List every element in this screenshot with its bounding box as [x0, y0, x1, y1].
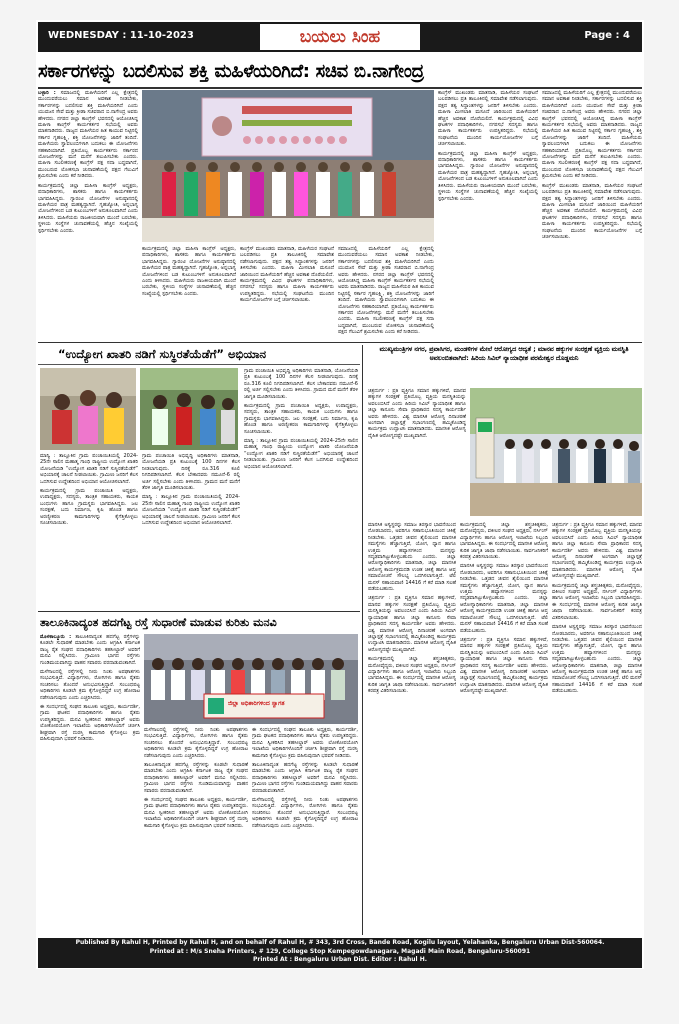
- right-text-4b: ಕಾರ್ಯಕ್ರಮದಲ್ಲಿ ಜಿಲ್ಲಾ ಶಸ್ತ್ರಚಿಕಿತ್ಸಕರು, ಮನೋವೈದ್ಯರು, ವಕೀಲರ ಸಂಘದ ಅಧ್ಯಕ್ಷರು, ನರ್ಸಿಂಗ್ ವಿದ್ಯಾರ್ಥಿಗಳು ಹಾಗೂ ಆರೋಗ್ಯ ಇಲಾಖೆಯ ಸಿಬ್ಬಂದಿ ಭಾಗವಹಿಸಿದ್ದರು. ಈ ಸಂದರ್ಭದಲ್ಲಿ ಮಾನಸಿಕ ಆರೋಗ್ಯ ಕುರಿತ ಜಾಗೃತಿ ಜಾಥಾ ನಡೆಸಲಾಯಿತು. ಸಾರ್ವಜನಿಕರಿಗೆ ಕರಪತ್ರ ವಿತರಿಸಲಾಯಿತು.: [552, 582, 642, 621]
- imprint-line-3: Printed At : Bengaluru Urban Dist. Editor : Rahul H.: [252, 956, 427, 963]
- lead-column-5: [438, 90, 538, 338]
- right-column-4: [552, 522, 642, 934]
- lead-text-3: ಕಾಂಗ್ರೆಸ್ ಮುಖಂಡರು ಮಾತನಾಡಿ, ಮಹಿಳೆಯರ ಸಂಘಟನೆ ಬಲಪಡಿಸಲು ಪ್ರತಿ ತಾಲೂಕಿನಲ್ಲಿ ಸಮಾವೇಶ ನಡೆಸಲಾಗುವುದು. ಪಕ್ಷದ ತತ್ವ ಸಿದ್ಧಾಂತಗಳನ್ನು ಜನರಿಗೆ ತಿಳಿಸಬೇಕು ಎಂದರು. ಮಹಿಳಾ ಮೀಸಲಾತಿ ಮಸೂದೆ ಜಾರಿಯಿಂದ ಮಹಿಳೆಯರಿಗೆ ಹೆಚ್ಚಿನ ಅವಕಾಶ ದೊರೆಯಲಿದೆ. ಕಾರ್ಯಕ್ರಮದಲ್ಲಿ ವಿವಿಧ ಘಟಕಗಳ ಪದಾಧಿಕಾರಿಗಳು, ನಗರಸಭೆ ಸದಸ್ಯರು ಹಾಗೂ ಮಹಿಳಾ ಕಾರ್ಯಕರ್ತರು ಉಪಸ್ಥಿತರಿದ್ದರು. ಸಭೆಯಲ್ಲಿ ಸಂಘಟನೆಯ ಮುಂದಿನ ಕಾರ್ಯಯೋಜನೆಗಳ ಬಗ್ಗೆ ಚರ್ಚಿಸಲಾಯಿತು.: [240, 246, 334, 304]
- right-column-3: [460, 522, 548, 934]
- third-text-1c: ಈ ಸಂದರ್ಭದಲ್ಲಿ ಸಂಘದ ತಾಲೂಕು ಅಧ್ಯಕ್ಷರು, ಕಾರ್ಯದರ್ಶಿ, ಗ್ರಾಮ ಘಟಕದ ಪದಾಧಿಕಾರಿಗಳು ಹಾಗೂ ರೈತರು ಉಪಸ್ಥಿತರಿದ್ದರು. ಮನವಿ ಸ್ವೀಕರಿಸಿದ ತಹಸೀಲ್ದಾರ್ ಅವರು ಲೋಕೋಪಯೋಗಿ ಇಲಾಖೆಯ ಅಧಿಕಾರಿಗಳೊಂದಿಗೆ ಚರ್ಚಿಸಿ ಶೀಘ್ರವಾಗಿ ರಸ್ತೆ ದುರಸ್ತಿ ಕಾಮಗಾರಿ ಕೈಗೊಳ್ಳಲು ಕ್ರಮ ವಹಿಸುವುದಾಗಿ ಭರವಸೆ ನೀಡಿದರು.: [40, 704, 140, 743]
- lead-column-1: [38, 90, 138, 338]
- third-headline: ತಾಲೂಕಿನಾದ್ಯಂತ ಹದಗೆಟ್ಟ ರಸ್ತೆ ಸುಧಾರಣೆ ಮಾಡುವ ಕುರಿತು ಮನವಿ: [40, 616, 277, 629]
- lead-text-6b: ಕಾಂಗ್ರೆಸ್ ಮುಖಂಡರು ಮಾತನಾಡಿ, ಮಹಿಳೆಯರ ಸಂಘಟನೆ ಬಲಪಡಿಸಲು ಪ್ರತಿ ತಾಲೂಕಿನಲ್ಲಿ ಸಮಾವೇಶ ನಡೆಸಲಾಗುವುದು. ಪಕ್ಷದ ತತ್ವ ಸಿದ್ಧಾಂತಗಳನ್ನು ಜನರಿಗೆ ತಿಳಿಸಬೇಕು ಎಂದರು. ಮಹಿಳಾ ಮೀಸಲಾತಿ ಮಸೂದೆ ಜಾರಿಯಿಂದ ಮಹಿಳೆಯರಿಗೆ ಹೆಚ್ಚಿನ ಅವಕಾಶ ದೊರೆಯಲಿದೆ. ಕಾರ್ಯಕ್ರಮದಲ್ಲಿ ವಿವಿಧ ಘಟಕಗಳ ಪದಾಧಿಕಾರಿಗಳು, ನಗರಸಭೆ ಸದಸ್ಯರು ಹಾಗೂ ಮಹಿಳಾ ಕಾರ್ಯಕರ್ತರು ಉಪಸ್ಥಿತರಿದ್ದರು. ಸಭೆಯಲ್ಲಿ ಸಂಘಟನೆಯ ಮುಂದಿನ ಕಾರ್ಯಯೋಜನೆಗಳ ಬಗ್ಗೆ ಚರ್ಚಿಸಲಾಯಿತು.: [542, 182, 642, 240]
- lead-column-6: [542, 90, 642, 338]
- third-column-3: [252, 727, 358, 934]
- third-text-3b: ತಾಲೂಕಿನಾದ್ಯಂತ ಹದಗೆಟ್ಟ ರಸ್ತೆಗಳನ್ನು ಕೂಡಲೇ ಸುಧಾರಣೆ ಮಾಡಬೇಕು ಎಂದು ಆಗ್ರಹಿಸಿ ಕರ್ನಾಟಕ ರಾಜ್ಯ ರೈತ ಸಂಘದ ಪದಾಧಿಕಾರಿಗಳು ತಹಸೀಲ್ದಾರ್ ಅವರಿಗೆ ಮನವಿ ಸಲ್ಲಿಸಿದರು. ಗ್ರಾಮೀಣ ಭಾಗದ ರಸ್ತೆಗಳು ಗುಂಡಿಮಯವಾಗಿದ್ದು ವಾಹನ ಸವಾರರು ಪರದಾಡುವಂತಾಗಿದೆ.: [252, 762, 358, 794]
- lead-text-6: ಸಮಾಜದಲ್ಲಿ ಮಹಿಳೆಯರಿಗೆ ಎಲ್ಲ ಕ್ಷೇತ್ರದಲ್ಲಿ ಮುಂದುವರೆಯಲು ಸಮಾನ ಅವಕಾಶ ನೀಡಬೇಕು, ಸರ್ಕಾರಗಳನ್ನು ಬದಲಿಸುವ ಶಕ್ತಿ ಮಹಿಳೆಯರಿಗಿದೆ ಎಂದು ಯುವಜನ ಸೇವೆ ಮತ್ತು ಕ್ರೀಡಾ ಸಚಿವರಾದ ಬಿ.ನಾಗೇಂದ್ರ ಅವರು ಹೇಳಿದರು. ನಗರದ ಜಿಲ್ಲಾ ಕಾಂಗ್ರೆಸ್ ಭವನದಲ್ಲಿ ಆಯೋಜಿಸಿದ್ದ ಮಹಿಳಾ ಕಾಂಗ್ರೆಸ್ ಕಾರ್ಯಕರ್ತರ ಸಭೆಯಲ್ಲಿ ಅವರು ಮಾತನಾಡಿದರು. ರಾಜ್ಯದ ಮಹಿಳೆಯರ ಹಿತ ಕಾಯುವ ನಿಟ್ಟಿನಲ್ಲಿ ಸರ್ಕಾರ ಗೃಹಲಕ್ಷ್ಮಿ, ಶಕ್ತಿ ಯೋಜನೆಗಳನ್ನು ಜಾರಿಗೆ ತಂದಿದೆ. ಮಹಿಳೆಯರು ಸ್ವಾವಲಂಬಿಗಳಾಗಿ ಬದುಕಲು ಈ ಯೋಜನೆಗಳು ಸಹಕಾರಿಯಾಗಿವೆ. ಪ್ರತಿಯೊಬ್ಬ ಕಾರ್ಯಕರ್ತರು ಸರ್ಕಾರದ ಯೋಜನೆಗಳನ್ನು ಮನೆ ಮನೆಗೆ ತಲುಪಿಸಬೇಕು ಎಂದರು. ಮಹಿಳಾ ಸಬಲೀಕರಣಕ್ಕೆ ಕಾಂಗ್ರೆಸ್ ಪಕ್ಷ ಸದಾ ಬದ್ಧವಾಗಿದೆ, ಮುಂಬರುವ ಲೋಕಸಭಾ ಚುನಾವಣೆಯಲ್ಲಿ ಪಕ್ಷದ ಗೆಲುವಿಗೆ ಶ್ರಮಿಸಬೇಕು ಎಂದು ಕರೆ ನೀಡಿದರು.: [542, 90, 642, 180]
- second-text-2: ಗ್ರಾಮ ಪಂಚಾಯಿತಿ ಅಭಿವೃದ್ಧಿ ಅಧಿಕಾರಿಗಳು ಮಾತನಾಡಿ, ಯೋಜನೆಯಡಿ ಪ್ರತಿ ಕುಟುಂಬಕ್ಕೆ 100 ದಿನಗಳ ಕೆಲಸ ನೀಡಲಾಗುವುದು. ದಿನಕ್ಕೆ ರೂ.316 ಕೂಲಿ ನಿಗದಿಪಡಿಸಲಾಗಿದೆ. ಕೆಲಸ ಬೇಕಾದವರು ನಮೂನೆ-6 ರಲ್ಲಿ ಅರ್ಜಿ ಸಲ್ಲಿಸಬೇಕು ಎಂದು ತಿಳಿಸಿದರು. ಗ್ರಾಮದ ಮನೆ ಮನೆಗೆ ತೆರಳಿ ಜಾಗೃತಿ ಮೂಡಿಸಲಾಯಿತು.: [142, 453, 240, 492]
- divider: [38, 364, 360, 365]
- right-text-3c: ಚಿತ್ರದುರ್ಗ : ಪ್ರತಿ ವ್ಯಕ್ತಿಗೂ ಸಮಾನ ಹಕ್ಕುಗಳಿವೆ, ಮಾನವ ಹಕ್ಕುಗಳ ಸಂರಕ್ಷಣೆ ಪ್ರತಿಯೊಬ್ಬ ವ್ಯಕ್ತಿಯ ಮನಸ್ಥಿತಿಯನ್ನು ಅವಲಂಬಿಸಿದೆ ಎಂದು ಹಿರಿಯ ಸಿವಿಲ್ ನ್ಯಾಯಾಧೀಶ ಹಾಗೂ ಜಿಲ್ಲಾ ಕಾನೂನು ಸೇವಾ ಪ್ರಾಧಿಕಾರದ ಸದಸ್ಯ ಕಾರ್ಯದರ್ಶಿ ಅವರು ಹೇಳಿದರು. ವಿಶ್ವ ಮಾನಸಿಕ ಆರೋಗ್ಯ ದಿನಾಚರಣೆ ಅಂಗವಾಗಿ ಜಿಲ್ಲಾಸ್ಪತ್ರೆ ಸಭಾಂಗಣದಲ್ಲಿ ಹಮ್ಮಿಕೊಂಡಿದ್ದ ಕಾರ್ಯಕ್ರಮ ಉದ್ಘಾಟಿಸಿ ಮಾತನಾಡಿದರು. ಮಾನಸಿಕ ಆರೋಗ್ಯ ದೈಹಿಕ ಆರೋಗ್ಯದಷ್ಟೇ ಮುಖ್ಯವಾಗಿದೆ.: [460, 636, 548, 695]
- third-text-3c: ಮಳೆಗಾಲದಲ್ಲಿ ರಸ್ತೆಗಳಲ್ಲಿ ನೀರು ನಿಂತು ಅಪಘಾತಗಳು ಸಂಭವಿಸುತ್ತಿವೆ. ವಿದ್ಯಾರ್ಥಿಗಳು, ರೋಗಿಗಳು ಹಾಗೂ ರೈತರು ಸಂಚರಿಸಲು ತೊಂದರೆ ಅನುಭವಿಸುತ್ತಿದ್ದಾರೆ. ಸಂಬಂಧಪಟ್ಟ ಅಧಿಕಾರಿಗಳು ಕೂಡಲೇ ಕ್ರಮ ಕೈಗೊಳ್ಳದಿದ್ದರೆ ಉಗ್ರ ಹೋರಾಟ ನಡೆಸಲಾಗುವುದು ಎಂದು ಎಚ್ಚರಿಸಿದರು.: [252, 797, 358, 829]
- second-text-3c: ಮಾನ್ವಿ : ತಾಲ್ಲೂಕಿನ ಗ್ರಾಮ ಪಂಚಾಯಿತಿಯಲ್ಲಿ 2024-25ನೇ ಸಾಲಿನ ಮಹಾತ್ಮ ಗಾಂಧಿ ರಾಷ್ಟ್ರೀಯ ಉದ್ಯೋಗ ಖಾತರಿ ಯೋಜನೆಯಡಿ “ಉದ್ಯೋಗ ಖಾತರಿ ನಡಿಗೆ ಸುಸ್ಥಿರತೆಯೆಡೆಗೆ” ಅಭಿಯಾನಕ್ಕೆ ಚಾಲನೆ ನೀಡಲಾಯಿತು. ಗ್ರಾಮೀಣ ಜನರಿಗೆ ಕೆಲಸ ಒದಗಿಸುವ ಉದ್ದೇಶದಿಂದ ಅಭಿಯಾನ ಆಯೋಜಿಸಲಾಗಿದೆ.: [244, 438, 358, 470]
- third-text-2: ಮಳೆಗಾಲದಲ್ಲಿ ರಸ್ತೆಗಳಲ್ಲಿ ನೀರು ನಿಂತು ಅಪಘಾತಗಳು ಸಂಭವಿಸುತ್ತಿವೆ. ವಿದ್ಯಾರ್ಥಿಗಳು, ರೋಗಿಗಳು ಹಾಗೂ ರೈತರು ಸಂಚರಿಸಲು ತೊಂದರೆ ಅನುಭವಿಸುತ್ತಿದ್ದಾರೆ. ಸಂಬಂಧಪಟ್ಟ ಅಧಿಕಾರಿಗಳು ಕೂಡಲೇ ಕ್ರಮ ಕೈಗೊಳ್ಳದಿದ್ದರೆ ಉಗ್ರ ಹೋರಾಟ ನಡೆಸಲಾಗುವುದು ಎಂದು ಎಚ್ಚರಿಸಿದರು.: [144, 727, 248, 759]
- third-column-1: [40, 634, 140, 934]
- lead-text-1b: ಕಾರ್ಯಕ್ರಮದಲ್ಲಿ ಜಿಲ್ಲಾ ಮಹಿಳಾ ಕಾಂಗ್ರೆಸ್ ಅಧ್ಯಕ್ಷರು, ಪದಾಧಿಕಾರಿಗಳು, ಶಾಸಕರು ಹಾಗೂ ಕಾರ್ಯಕರ್ತರು ಭಾಗವಹಿಸಿದ್ದರು. ಗ್ಯಾರಂಟಿ ಯೋಜನೆಗಳ ಅನುಷ್ಠಾನದಲ್ಲಿ ಮಹಿಳೆಯರ ಪಾತ್ರ ಮಹತ್ವದ್ದಾಗಿದೆ. ಗೃಹಜ್ಯೋತಿ, ಅನ್ನಭಾಗ್ಯ ಯೋಜನೆಗಳಿಂದ ಬಡ ಕುಟುಂಬಗಳಿಗೆ ಅನುಕೂಲವಾಗಿದೆ ಎಂದು ತಿಳಿಸಿದರು. ಮಹಿಳೆಯರು ರಾಜಕೀಯವಾಗಿ ಮುಂದೆ ಬರಬೇಕು, ಸ್ಥಳೀಯ ಸಂಸ್ಥೆಗಳ ಚುನಾವಣೆಯಲ್ಲಿ ಹೆಚ್ಚಿನ ಸಂಖ್ಯೆಯಲ್ಲಿ ಸ್ಪರ್ಧಿಸಬೇಕು ಎಂದರು.: [38, 182, 138, 234]
- lead-text-5b: ಕಾರ್ಯಕ್ರಮದಲ್ಲಿ ಜಿಲ್ಲಾ ಮಹಿಳಾ ಕಾಂಗ್ರೆಸ್ ಅಧ್ಯಕ್ಷರು, ಪದಾಧಿಕಾರಿಗಳು, ಶಾಸಕರು ಹಾಗೂ ಕಾರ್ಯಕರ್ತರು ಭಾಗವಹಿಸಿದ್ದರು. ಗ್ಯಾರಂಟಿ ಯೋಜನೆಗಳ ಅನುಷ್ಠಾನದಲ್ಲಿ ಮಹಿಳೆಯರ ಪಾತ್ರ ಮಹತ್ವದ್ದಾಗಿದೆ. ಗೃಹಜ್ಯೋತಿ, ಅನ್ನಭಾಗ್ಯ ಯೋಜನೆಗಳಿಂದ ಬಡ ಕುಟುಂಬಗಳಿಗೆ ಅನುಕೂಲವಾಗಿದೆ ಎಂದು ತಿಳಿಸಿದರು. ಮಹಿಳೆಯರು ರಾಜಕೀಯವಾಗಿ ಮುಂದೆ ಬರಬೇಕು, ಸ್ಥಳೀಯ ಸಂಸ್ಥೆಗಳ ಚುನಾವಣೆಯಲ್ಲಿ ಹೆಚ್ಚಿನ ಸಂಖ್ಯೆಯಲ್ಲಿ ಸ್ಪರ್ಧಿಸಬೇಕು ಎಂದರು.: [438, 150, 538, 202]
- third-text-1b: ಮಳೆಗಾಲದಲ್ಲಿ ರಸ್ತೆಗಳಲ್ಲಿ ನೀರು ನಿಂತು ಅಪಘಾತಗಳು ಸಂಭವಿಸುತ್ತಿವೆ. ವಿದ್ಯಾರ್ಥಿಗಳು, ರೋಗಿಗಳು ಹಾಗೂ ರೈತರು ಸಂಚರಿಸಲು ತೊಂದರೆ ಅನುಭವಿಸುತ್ತಿದ್ದಾರೆ. ಸಂಬಂಧಪಟ್ಟ ಅಧಿಕಾರಿಗಳು ಕೂಡಲೇ ಕ್ರಮ ಕೈಗೊಳ್ಳದಿದ್ದರೆ ಉಗ್ರ ಹೋರಾಟ ನಡೆಸಲಾಗುವುದು ಎಂದು ಎಚ್ಚರಿಸಿದರು.: [40, 669, 140, 701]
- right-text-2c: ಕಾರ್ಯಕ್ರಮದಲ್ಲಿ ಜಿಲ್ಲಾ ಶಸ್ತ್ರಚಿಕಿತ್ಸಕರು, ಮನೋವೈದ್ಯರು, ವಕೀಲರ ಸಂಘದ ಅಧ್ಯಕ್ಷರು, ನರ್ಸಿಂಗ್ ವಿದ್ಯಾರ್ಥಿಗಳು ಹಾಗೂ ಆರೋಗ್ಯ ಇಲಾಖೆಯ ಸಿಬ್ಬಂದಿ ಭಾಗವಹಿಸಿದ್ದರು. ಈ ಸಂದರ್ಭದಲ್ಲಿ ಮಾನಸಿಕ ಆರೋಗ್ಯ ಕುರಿತ ಜಾಗೃತಿ ಜಾಥಾ ನಡೆಸಲಾಯಿತು. ಸಾರ್ವಜನಿಕರಿಗೆ ಕರಪತ್ರ ವಿತರಿಸಲಾಯಿತು.: [368, 656, 456, 695]
- right-text-2b: ಚಿತ್ರದುರ್ಗ : ಪ್ರತಿ ವ್ಯಕ್ತಿಗೂ ಸಮಾನ ಹಕ್ಕುಗಳಿವೆ, ಮಾನವ ಹಕ್ಕುಗಳ ಸಂರಕ್ಷಣೆ ಪ್ರತಿಯೊಬ್ಬ ವ್ಯಕ್ತಿಯ ಮನಸ್ಥಿತಿಯನ್ನು ಅವಲಂಬಿಸಿದೆ ಎಂದು ಹಿರಿಯ ಸಿವಿಲ್ ನ್ಯಾಯಾಧೀಶ ಹಾಗೂ ಜಿಲ್ಲಾ ಕಾನೂನು ಸೇವಾ ಪ್ರಾಧಿಕಾರದ ಸದಸ್ಯ ಕಾರ್ಯದರ್ಶಿ ಅವರು ಹೇಳಿದರು. ವಿಶ್ವ ಮಾನಸಿಕ ಆರೋಗ್ಯ ದಿನಾಚರಣೆ ಅಂಗವಾಗಿ ಜಿಲ್ಲಾಸ್ಪತ್ರೆ ಸಭಾಂಗಣದಲ್ಲಿ ಹಮ್ಮಿಕೊಂಡಿದ್ದ ಕಾರ್ಯಕ್ರಮ ಉದ್ಘಾಟಿಸಿ ಮಾತನಾಡಿದರು. ಮಾನಸಿಕ ಆರೋಗ್ಯ ದೈಹಿಕ ಆರೋಗ್ಯದಷ್ಟೇ ಮುಖ್ಯವಾಗಿದೆ.: [368, 595, 456, 653]
- second-text-1: ಮಾನ್ವಿ : ತಾಲ್ಲೂಕಿನ ಗ್ರಾಮ ಪಂಚಾಯಿತಿಯಲ್ಲಿ 2024-25ನೇ ಸಾಲಿನ ಮಹಾತ್ಮ ಗಾಂಧಿ ರಾಷ್ಟ್ರೀಯ ಉದ್ಯೋಗ ಖಾತರಿ ಯೋಜನೆಯಡಿ “ಉದ್ಯೋಗ ಖಾತರಿ ನಡಿಗೆ ಸುಸ್ಥಿರತೆಯೆಡೆಗೆ” ಅಭಿಯಾನಕ್ಕೆ ಚಾಲನೆ ನೀಡಲಾಯಿತು. ಗ್ರಾಮೀಣ ಜನರಿಗೆ ಕೆಲಸ ಒದಗಿಸುವ ಉದ್ದೇಶದಿಂದ ಅಭಿಯಾನ ಆಯೋಜಿಸಲಾಗಿದೆ.: [40, 453, 138, 485]
- right-column-2: [368, 522, 456, 934]
- second-photo-right: [140, 368, 238, 450]
- third-text-1: ತಾಲೂಕಿನಾದ್ಯಂತ ಹದಗೆಟ್ಟ ರಸ್ತೆಗಳನ್ನು ಕೂಡಲೇ ಸುಧಾರಣೆ ಮಾಡಬೇಕು ಎಂದು ಆಗ್ರಹಿಸಿ ಕರ್ನಾಟಕ ರಾಜ್ಯ ರೈತ ಸಂಘದ ಪದಾಧಿಕಾರಿಗಳು ತಹಸೀಲ್ದಾರ್ ಅವರಿಗೆ ಮನವಿ ಸಲ್ಲಿಸಿದರು. ಗ್ರಾಮೀಣ ಭಾಗದ ರಸ್ತೆಗಳು ಗುಂಡಿಮಯವಾಗಿದ್ದು ವಾಹನ ಸವಾರರು ಪರದಾಡುವಂತಾಗಿದೆ.: [40, 634, 140, 666]
- lead-photo: [142, 90, 434, 242]
- divider: [38, 611, 360, 612]
- second-text-1b: ಕಾರ್ಯಕ್ರಮದಲ್ಲಿ ಗ್ರಾಮ ಪಂಚಾಯಿತಿ ಅಧ್ಯಕ್ಷರು, ಉಪಾಧ್ಯಕ್ಷರು, ಸದಸ್ಯರು, ತಾಂತ್ರಿಕ ಸಹಾಯಕರು, ಕಾಯಕ ಬಂಧುಗಳು ಹಾಗೂ ಗ್ರಾಮಸ್ಥರು ಭಾಗವಹಿಸಿದ್ದರು. ಜಲ ಸಂರಕ್ಷಣೆ, ಬದು ನಿರ್ಮಾಣ, ಕೃಷಿ ಹೊಂಡ ಹಾಗೂ ಅರಣ್ಯೀಕರಣ ಕಾಮಗಾರಿಗಳನ್ನು ಕೈಗೆತ್ತಿಕೊಳ್ಳಲು ಸೂಚಿಸಲಾಯಿತು.: [40, 488, 138, 527]
- imprint-line-2: Printed at : M/s Sneha Printers, # 129, College Stop Kempegowdanagara, Magadi Main Road, Bengaluru-560091: [149, 947, 531, 955]
- banner-text: ಜಿಲ್ಲಾ ಅಧಿಕಾರಿಗಳಿಂದ ಸ್ವಾಗತ: [228, 700, 285, 707]
- second-column-3: [244, 368, 358, 608]
- second-text-3: ಗ್ರಾಮ ಪಂಚಾಯಿತಿ ಅಭಿವೃದ್ಧಿ ಅಧಿಕಾರಿಗಳು ಮಾತನಾಡಿ, ಯೋಜನೆಯಡಿ ಪ್ರತಿ ಕುಟುಂಬಕ್ಕೆ 100 ದಿನಗಳ ಕೆಲಸ ನೀಡಲಾಗುವುದು. ದಿನಕ್ಕೆ ರೂ.316 ಕೂಲಿ ನಿಗದಿಪಡಿಸಲಾಗಿದೆ. ಕೆಲಸ ಬೇಕಾದವರು ನಮೂನೆ-6 ರಲ್ಲಿ ಅರ್ಜಿ ಸಲ್ಲಿಸಬೇಕು ಎಂದು ತಿಳಿಸಿದರು. ಗ್ರಾಮದ ಮನೆ ಮನೆಗೆ ತೆರಳಿ ಜಾಗೃತಿ ಮೂಡಿಸಲಾಯಿತು.: [244, 368, 358, 400]
- lead-column-4: [338, 246, 434, 338]
- lead-text-2: ಕಾರ್ಯಕ್ರಮದಲ್ಲಿ ಜಿಲ್ಲಾ ಮಹಿಳಾ ಕಾಂಗ್ರೆಸ್ ಅಧ್ಯಕ್ಷರು, ಪದಾಧಿಕಾರಿಗಳು, ಶಾಸಕರು ಹಾಗೂ ಕಾರ್ಯಕರ್ತರು ಭಾಗವಹಿಸಿದ್ದರು. ಗ್ಯಾರಂಟಿ ಯೋಜನೆಗಳ ಅನುಷ್ಠಾನದಲ್ಲಿ ಮಹಿಳೆಯರ ಪಾತ್ರ ಮಹತ್ವದ್ದಾಗಿದೆ. ಗೃಹಜ್ಯೋತಿ, ಅನ್ನಭಾಗ್ಯ ಯೋಜನೆಗಳಿಂದ ಬಡ ಕುಟುಂಬಗಳಿಗೆ ಅನುಕೂಲವಾಗಿದೆ ಎಂದು ತಿಳಿಸಿದರು. ಮಹಿಳೆಯರು ರಾಜಕೀಯವಾಗಿ ಮುಂದೆ ಬರಬೇಕು, ಸ್ಥಳೀಯ ಸಂಸ್ಥೆಗಳ ಚುನಾವಣೆಯಲ್ಲಿ ಹೆಚ್ಚಿನ ಸಂಖ್ಯೆಯಲ್ಲಿ ಸ್ಪರ್ಧಿಸಬೇಕು ಎಂದರು.: [142, 246, 236, 297]
- imprint-line-1: Published By Rahul H, Printed by Rahul H, and on behalf of Rahul H, # 343, 3rd Cross, Bande Road, Kogilu layout, Yelahanka, Bengaluru Urban Dist-560064.: [75, 939, 605, 946]
- third-photo: [144, 634, 358, 724]
- lead-dateline: ಬಳ್ಳಾರಿ :: [38, 90, 56, 96]
- right-photo: [470, 388, 642, 516]
- right-text-1: ಚಿತ್ರದುರ್ಗ : ಪ್ರತಿ ವ್ಯಕ್ತಿಗೂ ಸಮಾನ ಹಕ್ಕುಗಳಿವೆ, ಮಾನವ ಹಕ್ಕುಗಳ ಸಂರಕ್ಷಣೆ ಪ್ರತಿಯೊಬ್ಬ ವ್ಯಕ್ತಿಯ ಮನಸ್ಥಿತಿಯನ್ನು ಅವಲಂಬಿಸಿದೆ ಎಂದು ಹಿರಿಯ ಸಿವಿಲ್ ನ್ಯಾಯಾಧೀಶ ಹಾಗೂ ಜಿಲ್ಲಾ ಕಾನೂನು ಸೇವಾ ಪ್ರಾಧಿಕಾರದ ಸದಸ್ಯ ಕಾರ್ಯದರ್ಶಿ ಅವರು ಹೇಳಿದರು. ವಿಶ್ವ ಮಾನಸಿಕ ಆರೋಗ್ಯ ದಿನಾಚರಣೆ ಅಂಗವಾಗಿ ಜಿಲ್ಲಾಸ್ಪತ್ರೆ ಸಭಾಂಗಣದಲ್ಲಿ ಹಮ್ಮಿಕೊಂಡಿದ್ದ ಕಾರ್ಯಕ್ರಮ ಉದ್ಘಾಟಿಸಿ ಮಾತನಾಡಿದರು. ಮಾನಸಿಕ ಆರೋಗ್ಯ ದೈಹಿಕ ಆರೋಗ್ಯದಷ್ಟೇ ಮುಖ್ಯವಾಗಿದೆ.: [368, 388, 466, 439]
- lead-text-4: ಸಮಾಜದಲ್ಲಿ ಮಹಿಳೆಯರಿಗೆ ಎಲ್ಲ ಕ್ಷೇತ್ರದಲ್ಲಿ ಮುಂದುವರೆಯಲು ಸಮಾನ ಅವಕಾಶ ನೀಡಬೇಕು, ಸರ್ಕಾರಗಳನ್ನು ಬದಲಿಸುವ ಶಕ್ತಿ ಮಹಿಳೆಯರಿಗಿದೆ ಎಂದು ಯುವಜನ ಸೇವೆ ಮತ್ತು ಕ್ರೀಡಾ ಸಚಿವರಾದ ಬಿ.ನಾಗೇಂದ್ರ ಅವರು ಹೇಳಿದರು. ನಗರದ ಜಿಲ್ಲಾ ಕಾಂಗ್ರೆಸ್ ಭವನದಲ್ಲಿ ಆಯೋಜಿಸಿದ್ದ ಮಹಿಳಾ ಕಾಂಗ್ರೆಸ್ ಕಾರ್ಯಕರ್ತರ ಸಭೆಯಲ್ಲಿ ಅವರು ಮಾತನಾಡಿದರು. ರಾಜ್ಯದ ಮಹಿಳೆಯರ ಹಿತ ಕಾಯುವ ನಿಟ್ಟಿನಲ್ಲಿ ಸರ್ಕಾರ ಗೃಹಲಕ್ಷ್ಮಿ, ಶಕ್ತಿ ಯೋಜನೆಗಳನ್ನು ಜಾರಿಗೆ ತಂದಿದೆ. ಮಹಿಳೆಯರು ಸ್ವಾವಲಂಬಿಗಳಾಗಿ ಬದುಕಲು ಈ ಯೋಜನೆಗಳು ಸಹಕಾರಿಯಾಗಿವೆ. ಪ್ರತಿಯೊಬ್ಬ ಕಾರ್ಯಕರ್ತರು ಸರ್ಕಾರದ ಯೋಜನೆಗಳನ್ನು ಮನೆ ಮನೆಗೆ ತಲುಪಿಸಬೇಕು ಎಂದರು. ಮಹಿಳಾ ಸಬಲೀಕರಣಕ್ಕೆ ಕಾಂಗ್ರೆಸ್ ಪಕ್ಷ ಸದಾ ಬದ್ಧವಾಗಿದೆ, ಮುಂಬರುವ ಲೋಕಸಭಾ ಚುನಾವಣೆಯಲ್ಲಿ ಪಕ್ಷದ ಗೆಲುವಿಗೆ ಶ್ರಮಿಸಬೇಕು ಎಂದು ಕರೆ ನೀಡಿದರು.: [338, 246, 434, 336]
- divider: [38, 342, 642, 343]
- second-headline: “ಉದ್ಯೋಗ ಖಾತರಿ ನಡಿಗೆ ಸುಸ್ಥಿರತೆಯೆಡೆಗೆ” ಅಭಿಯಾನ: [58, 347, 267, 361]
- right-text-3b: ಮಾನಸಿಕ ಅಸ್ವಸ್ಥರನ್ನು ಸಮಾಜ ತಿರಸ್ಕಾರ ಭಾವನೆಯಿಂದ ನೋಡಬಾರದು, ಅವರಿಗೂ ಸಹಾನುಭೂತಿಯಿಂದ ಚಿಕಿತ್ಸೆ ನೀಡಬೇಕು. ಒತ್ತಡದ ಜೀವನ ಶೈಲಿಯಿಂದ ಮಾನಸಿಕ ಸಮಸ್ಯೆಗಳು ಹೆಚ್ಚಾಗುತ್ತಿವೆ, ಯೋಗ, ಧ್ಯಾನ ಹಾಗೂ ಉತ್ತಮ ಹವ್ಯಾಸಗಳಿಂದ ಮನಸ್ಸನ್ನು ಸದೃಢವಾಗಿಟ್ಟುಕೊಳ್ಳಬಹುದು ಎಂದರು. ಜಿಲ್ಲಾ ಆರೋಗ್ಯಾಧಿಕಾರಿಗಳು ಮಾತನಾಡಿ, ಜಿಲ್ಲಾ ಮಾನಸಿಕ ಆರೋಗ್ಯ ಕಾರ್ಯಕ್ರಮದಡಿ ಉಚಿತ ಚಿಕಿತ್ಸೆ ಹಾಗೂ ಆಪ್ತ ಸಮಾಲೋಚನೆ ಸೌಲಭ್ಯ ಒದಗಿಸಲಾಗುತ್ತಿದೆ. ಟೆಲಿ ಮನಸ್ ಸಹಾಯವಾಣಿ 14416 ಗೆ ಕರೆ ಮಾಡಿ ಸಲಹೆ ಪಡೆಯಬಹುದು.: [460, 563, 548, 634]
- lead-text-1: ಸಮಾಜದಲ್ಲಿ ಮಹಿಳೆಯರಿಗೆ ಎಲ್ಲ ಕ್ಷೇತ್ರದಲ್ಲಿ ಮುಂದುವರೆಯಲು ಸಮಾನ ಅವಕಾಶ ನೀಡಬೇಕು, ಸರ್ಕಾರಗಳನ್ನು ಬದಲಿಸುವ ಶಕ್ತಿ ಮಹಿಳೆಯರಿಗಿದೆ ಎಂದು ಯುವಜನ ಸೇವೆ ಮತ್ತು ಕ್ರೀಡಾ ಸಚಿವರಾದ ಬಿ.ನಾಗೇಂದ್ರ ಅವರು ಹೇಳಿದರು. ನಗರದ ಜಿಲ್ಲಾ ಕಾಂಗ್ರೆಸ್ ಭವನದಲ್ಲಿ ಆಯೋಜಿಸಿದ್ದ ಮಹಿಳಾ ಕಾಂಗ್ರೆಸ್ ಕಾರ್ಯಕರ್ತರ ಸಭೆಯಲ್ಲಿ ಅವರು ಮಾತನಾಡಿದರು. ರಾಜ್ಯದ ಮಹಿಳೆಯರ ಹಿತ ಕಾಯುವ ನಿಟ್ಟಿನಲ್ಲಿ ಸರ್ಕಾರ ಗೃಹಲಕ್ಷ್ಮಿ, ಶಕ್ತಿ ಯೋಜನೆಗಳನ್ನು ಜಾರಿಗೆ ತಂದಿದೆ. ಮಹಿಳೆಯರು ಸ್ವಾವಲಂಬಿಗಳಾಗಿ ಬದುಕಲು ಈ ಯೋಜನೆಗಳು ಸಹಕಾರಿಯಾಗಿವೆ. ಪ್ರತಿಯೊಬ್ಬ ಕಾರ್ಯಕರ್ತರು ಸರ್ಕಾರದ ಯೋಜನೆಗಳನ್ನು ಮನೆ ಮನೆಗೆ ತಲುಪಿಸಬೇಕು ಎಂದರು. ಮಹಿಳಾ ಸಬಲೀಕರಣಕ್ಕೆ ಕಾಂಗ್ರೆಸ್ ಪಕ್ಷ ಸದಾ ಬದ್ಧವಾಗಿದೆ, ಮುಂಬರುವ ಲೋಕಸಭಾ ಚುನಾವಣೆಯಲ್ಲಿ ಪಕ್ಷದ ಗೆಲುವಿಗೆ ಶ್ರಮಿಸಬೇಕು ಎಂದು ಕರೆ ನೀಡಿದರು.: [38, 90, 138, 180]
- page-number: Page : 4: [584, 30, 630, 41]
- second-photo-left: [40, 368, 136, 450]
- second-text-3b: ಕಾರ್ಯಕ್ರಮದಲ್ಲಿ ಗ್ರಾಮ ಪಂಚಾಯಿತಿ ಅಧ್ಯಕ್ಷರು, ಉಪಾಧ್ಯಕ್ಷರು, ಸದಸ್ಯರು, ತಾಂತ್ರಿಕ ಸಹಾಯಕರು, ಕಾಯಕ ಬಂಧುಗಳು ಹಾಗೂ ಗ್ರಾಮಸ್ಥರು ಭಾಗವಹಿಸಿದ್ದರು. ಜಲ ಸಂರಕ್ಷಣೆ, ಬದು ನಿರ್ಮಾಣ, ಕೃಷಿ ಹೊಂಡ ಹಾಗೂ ಅರಣ್ಯೀಕರಣ ಕಾಮಗಾರಿಗಳನ್ನು ಕೈಗೆತ್ತಿಕೊಳ್ಳಲು ಸೂಚಿಸಲಾಯಿತು.: [244, 403, 358, 435]
- right-text-4: ಚಿತ್ರದುರ್ಗ : ಪ್ರತಿ ವ್ಯಕ್ತಿಗೂ ಸಮಾನ ಹಕ್ಕುಗಳಿವೆ, ಮಾನವ ಹಕ್ಕುಗಳ ಸಂರಕ್ಷಣೆ ಪ್ರತಿಯೊಬ್ಬ ವ್ಯಕ್ತಿಯ ಮನಸ್ಥಿತಿಯನ್ನು ಅವಲಂಬಿಸಿದೆ ಎಂದು ಹಿರಿಯ ಸಿವಿಲ್ ನ್ಯಾಯಾಧೀಶ ಹಾಗೂ ಜಿಲ್ಲಾ ಕಾನೂನು ಸೇವಾ ಪ್ರಾಧಿಕಾರದ ಸದಸ್ಯ ಕಾರ್ಯದರ್ಶಿ ಅವರು ಹೇಳಿದರು. ವಿಶ್ವ ಮಾನಸಿಕ ಆರೋಗ್ಯ ದಿನಾಚರಣೆ ಅಂಗವಾಗಿ ಜಿಲ್ಲಾಸ್ಪತ್ರೆ ಸಭಾಂಗಣದಲ್ಲಿ ಹಮ್ಮಿಕೊಂಡಿದ್ದ ಕಾರ್ಯಕ್ರಮ ಉದ್ಘಾಟಿಸಿ ಮಾತನಾಡಿದರು. ಮಾನಸಿಕ ಆರೋಗ್ಯ ದೈಹಿಕ ಆರೋಗ್ಯದಷ್ಟೇ ಮುಖ್ಯವಾಗಿದೆ.: [552, 522, 642, 580]
- lead-headline: ಸರ್ಕಾರಗಳನ್ನು ಬದಲಿಸುವ ಶಕ್ತಿ ಮಹಿಳೆಯರಿಗಿದೆ: ಸಚಿವ ಬಿ.ನಾಗೇಂದ್ರ: [38, 61, 424, 82]
- issue-date: WEDNESDAY : 11-10-2023: [48, 30, 194, 41]
- right-column-1: [368, 388, 466, 518]
- third-text-2b: ತಾಲೂಕಿನಾದ್ಯಂತ ಹದಗೆಟ್ಟ ರಸ್ತೆಗಳನ್ನು ಕೂಡಲೇ ಸುಧಾರಣೆ ಮಾಡಬೇಕು ಎಂದು ಆಗ್ರಹಿಸಿ ಕರ್ನಾಟಕ ರಾಜ್ಯ ರೈತ ಸಂಘದ ಪದಾಧಿಕಾರಿಗಳು ತಹಸೀಲ್ದಾರ್ ಅವರಿಗೆ ಮನವಿ ಸಲ್ಲಿಸಿದರು. ಗ್ರಾಮೀಣ ಭಾಗದ ರಸ್ತೆಗಳು ಗುಂಡಿಮಯವಾಗಿದ್ದು ವಾಹನ ಸವಾರರು ಪರದಾಡುವಂತಾಗಿದೆ.: [144, 762, 248, 794]
- imprint-footer: [38, 938, 642, 968]
- right-text-4c: ಮಾನಸಿಕ ಅಸ್ವಸ್ಥರನ್ನು ಸಮಾಜ ತಿರಸ್ಕಾರ ಭಾವನೆಯಿಂದ ನೋಡಬಾರದು, ಅವರಿಗೂ ಸಹಾನುಭೂತಿಯಿಂದ ಚಿಕಿತ್ಸೆ ನೀಡಬೇಕು. ಒತ್ತಡದ ಜೀವನ ಶೈಲಿಯಿಂದ ಮಾನಸಿಕ ಸಮಸ್ಯೆಗಳು ಹೆಚ್ಚಾಗುತ್ತಿವೆ, ಯೋಗ, ಧ್ಯಾನ ಹಾಗೂ ಉತ್ತಮ ಹವ್ಯಾಸಗಳಿಂದ ಮನಸ್ಸನ್ನು ಸದೃಢವಾಗಿಟ್ಟುಕೊಳ್ಳಬಹುದು ಎಂದರು. ಜಿಲ್ಲಾ ಆರೋಗ್ಯಾಧಿಕಾರಿಗಳು ಮಾತನಾಡಿ, ಜಿಲ್ಲಾ ಮಾನಸಿಕ ಆರೋಗ್ಯ ಕಾರ್ಯಕ್ರಮದಡಿ ಉಚಿತ ಚಿಕಿತ್ಸೆ ಹಾಗೂ ಆಪ್ತ ಸಮಾಲೋಚನೆ ಸೌಲಭ್ಯ ಒದಗಿಸಲಾಗುತ್ತಿದೆ. ಟೆಲಿ ಮನಸ್ ಸಹಾಯವಾಣಿ 14416 ಗೆ ಕರೆ ಮಾಡಿ ಸಲಹೆ ಪಡೆಯಬಹುದು.: [552, 624, 642, 695]
- second-text-2b: ಮಾನ್ವಿ : ತಾಲ್ಲೂಕಿನ ಗ್ರಾಮ ಪಂಚಾಯಿತಿಯಲ್ಲಿ 2024-25ನೇ ಸಾಲಿನ ಮಹಾತ್ಮ ಗಾಂಧಿ ರಾಷ್ಟ್ರೀಯ ಉದ್ಯೋಗ ಖಾತರಿ ಯೋಜನೆಯಡಿ “ಉದ್ಯೋಗ ಖಾತರಿ ನಡಿಗೆ ಸುಸ್ಥಿರತೆಯೆಡೆಗೆ” ಅಭಿಯಾನಕ್ಕೆ ಚಾಲನೆ ನೀಡಲಾಯಿತು. ಗ್ರಾಮೀಣ ಜನರಿಗೆ ಕೆಲಸ ಒದಗಿಸುವ ಉದ್ದೇಶದಿಂದ ಅಭಿಯಾನ ಆಯೋಜಿಸಲಾಗಿದೆ.: [142, 494, 240, 527]
- second-column-2: [142, 453, 240, 608]
- right-headline: ಮುಖ್ಯಮಂತ್ರಿಗಳ ನಗರ, ಪ್ರವಾಸಿಗರ, ಮಂಡಳಿಗಳ ಮೇಲೆ ಆರೋಗ್ಯದ ಆದ್ಯತೆ ; ಮಾನವ ಹಕ್ಕುಗಳ ಸಂರಕ್ಷಣೆ ವ್ಯಕ್ತಿಯ ಮನಸ್ಥಿತಿ ಅವಲಂಬಿತವಾಗಿದೆ: ಹಿರಿಯ ಸಿವಿಲ್ ನ್ಯಾಯಾಧೀಶ ಪರಮೇಶ್ವರ ದೊಡ್ಡಮನಿ: [379, 346, 629, 363]
- masthead: [38, 22, 642, 52]
- newspaper-page: [36, 20, 644, 969]
- lead-column-3: [240, 246, 334, 338]
- third-dateline: ಮೊಳಕಾಲ್ಮೂರು :: [40, 634, 72, 640]
- column-divider: [362, 345, 363, 935]
- right-text-2: ಮಾನಸಿಕ ಅಸ್ವಸ್ಥರನ್ನು ಸಮಾಜ ತಿರಸ್ಕಾರ ಭಾವನೆಯಿಂದ ನೋಡಬಾರದು, ಅವರಿಗೂ ಸಹಾನುಭೂತಿಯಿಂದ ಚಿಕಿತ್ಸೆ ನೀಡಬೇಕು. ಒತ್ತಡದ ಜೀವನ ಶೈಲಿಯಿಂದ ಮಾನಸಿಕ ಸಮಸ್ಯೆಗಳು ಹೆಚ್ಚಾಗುತ್ತಿವೆ, ಯೋಗ, ಧ್ಯಾನ ಹಾಗೂ ಉತ್ತಮ ಹವ್ಯಾಸಗಳಿಂದ ಮನಸ್ಸನ್ನು ಸದೃಢವಾಗಿಟ್ಟುಕೊಳ್ಳಬಹುದು ಎಂದರು. ಜಿಲ್ಲಾ ಆರೋಗ್ಯಾಧಿಕಾರಿಗಳು ಮಾತನಾಡಿ, ಜಿಲ್ಲಾ ಮಾನಸಿಕ ಆರೋಗ್ಯ ಕಾರ್ಯಕ್ರಮದಡಿ ಉಚಿತ ಚಿಕಿತ್ಸೆ ಹಾಗೂ ಆಪ್ತ ಸಮಾಲೋಚನೆ ಸೌಲಭ್ಯ ಒದಗಿಸಲಾಗುತ್ತಿದೆ. ಟೆಲಿ ಮನಸ್ ಸಹಾಯವಾಣಿ 14416 ಗೆ ಕರೆ ಮಾಡಿ ಸಲಹೆ ಪಡೆಯಬಹುದು.: [368, 522, 456, 593]
- second-column-1: [40, 453, 138, 608]
- divider: [38, 87, 642, 89]
- lead-text-5: ಕಾಂಗ್ರೆಸ್ ಮುಖಂಡರು ಮಾತನಾಡಿ, ಮಹಿಳೆಯರ ಸಂಘಟನೆ ಬಲಪಡಿಸಲು ಪ್ರತಿ ತಾಲೂಕಿನಲ್ಲಿ ಸಮಾವೇಶ ನಡೆಸಲಾಗುವುದು. ಪಕ್ಷದ ತತ್ವ ಸಿದ್ಧಾಂತಗಳನ್ನು ಜನರಿಗೆ ತಿಳಿಸಬೇಕು ಎಂದರು. ಮಹಿಳಾ ಮೀಸಲಾತಿ ಮಸೂದೆ ಜಾರಿಯಿಂದ ಮಹಿಳೆಯರಿಗೆ ಹೆಚ್ಚಿನ ಅವಕಾಶ ದೊರೆಯಲಿದೆ. ಕಾರ್ಯಕ್ರಮದಲ್ಲಿ ವಿವಿಧ ಘಟಕಗಳ ಪದಾಧಿಕಾರಿಗಳು, ನಗರಸಭೆ ಸದಸ್ಯರು ಹಾಗೂ ಮಹಿಳಾ ಕಾರ್ಯಕರ್ತರು ಉಪಸ್ಥಿತರಿದ್ದರು. ಸಭೆಯಲ್ಲಿ ಸಂಘಟನೆಯ ಮುಂದಿನ ಕಾರ್ಯಯೋಜನೆಗಳ ಬಗ್ಗೆ ಚರ್ಚಿಸಲಾಯಿತು.: [438, 90, 538, 148]
- third-text-3: ಈ ಸಂದರ್ಭದಲ್ಲಿ ಸಂಘದ ತಾಲೂಕು ಅಧ್ಯಕ್ಷರು, ಕಾರ್ಯದರ್ಶಿ, ಗ್ರಾಮ ಘಟಕದ ಪದಾಧಿಕಾರಿಗಳು ಹಾಗೂ ರೈತರು ಉಪಸ್ಥಿತರಿದ್ದರು. ಮನವಿ ಸ್ವೀಕರಿಸಿದ ತಹಸೀಲ್ದಾರ್ ಅವರು ಲೋಕೋಪಯೋಗಿ ಇಲಾಖೆಯ ಅಧಿಕಾರಿಗಳೊಂದಿಗೆ ಚರ್ಚಿಸಿ ಶೀಘ್ರವಾಗಿ ರಸ್ತೆ ದುರಸ್ತಿ ಕಾಮಗಾರಿ ಕೈಗೊಳ್ಳಲು ಕ್ರಮ ವಹಿಸುವುದಾಗಿ ಭರವಸೆ ನೀಡಿದರು.: [252, 727, 358, 759]
- third-column-2: [144, 727, 248, 934]
- right-text-3: ಕಾರ್ಯಕ್ರಮದಲ್ಲಿ ಜಿಲ್ಲಾ ಶಸ್ತ್ರಚಿಕಿತ್ಸಕರು, ಮನೋವೈದ್ಯರು, ವಕೀಲರ ಸಂಘದ ಅಧ್ಯಕ್ಷರು, ನರ್ಸಿಂಗ್ ವಿದ್ಯಾರ್ಥಿಗಳು ಹಾಗೂ ಆರೋಗ್ಯ ಇಲಾಖೆಯ ಸಿಬ್ಬಂದಿ ಭಾಗವಹಿಸಿದ್ದರು. ಈ ಸಂದರ್ಭದಲ್ಲಿ ಮಾನಸಿಕ ಆರೋಗ್ಯ ಕುರಿತ ಜಾಗೃತಿ ಜಾಥಾ ನಡೆಸಲಾಯಿತು. ಸಾರ್ವಜನಿಕರಿಗೆ ಕರಪತ್ರ ವಿತರಿಸಲಾಯಿತು.: [460, 522, 548, 561]
- newspaper-title: ಬಯಲು ಸಿಂಹ: [260, 24, 420, 50]
- third-text-2c: ಈ ಸಂದರ್ಭದಲ್ಲಿ ಸಂಘದ ತಾಲೂಕು ಅಧ್ಯಕ್ಷರು, ಕಾರ್ಯದರ್ಶಿ, ಗ್ರಾಮ ಘಟಕದ ಪದಾಧಿಕಾರಿಗಳು ಹಾಗೂ ರೈತರು ಉಪಸ್ಥಿತರಿದ್ದರು. ಮನವಿ ಸ್ವೀಕರಿಸಿದ ತಹಸೀಲ್ದಾರ್ ಅವರು ಲೋಕೋಪಯೋಗಿ ಇಲಾಖೆಯ ಅಧಿಕಾರಿಗಳೊಂದಿಗೆ ಚರ್ಚಿಸಿ ಶೀಘ್ರವಾಗಿ ರಸ್ತೆ ದುರಸ್ತಿ ಕಾಮಗಾರಿ ಕೈಗೊಳ್ಳಲು ಕ್ರಮ ವಹಿಸುವುದಾಗಿ ಭರವಸೆ ನೀಡಿದರು.: [144, 797, 248, 829]
- lead-column-2: [142, 246, 236, 338]
